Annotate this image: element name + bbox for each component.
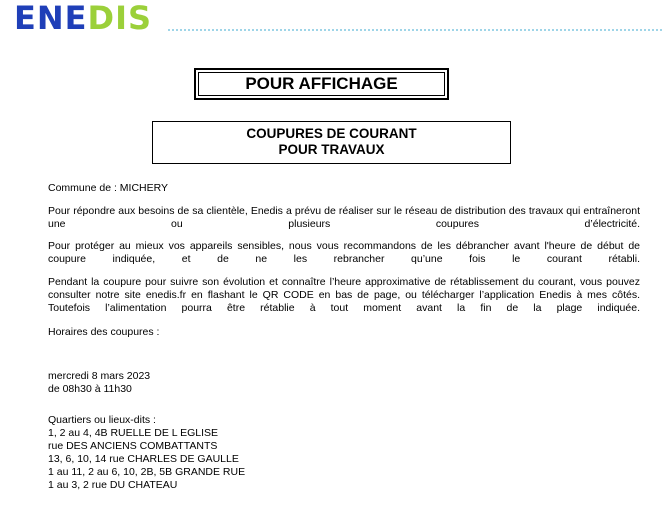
location-item: rue DES ANCIENS COMBATTANTS: [48, 440, 218, 452]
location-item: 1 au 3, 2 rue DU CHATEAU: [48, 479, 178, 491]
location-item: 13, 6, 10, 14 rue CHARLES DE GAULLE: [48, 453, 239, 465]
horaires-label: Horaires des coupures :: [48, 326, 160, 338]
location-item: 1, 2 au 4, 4B RUELLE DE L EGLISE: [48, 427, 219, 439]
subtitle-line-2: POUR TRAVAUX: [278, 142, 385, 157]
schedule-date: mercredi 8 mars 2023: [48, 370, 151, 382]
header-rule: [168, 29, 662, 31]
page-title: POUR AFFICHAGE: [245, 74, 398, 93]
logo-part-2: DIS: [87, 0, 153, 37]
subtitle-line-1: COUPURES DE COURANT: [246, 126, 417, 141]
paragraph-2: Pour protéger au mieux vos appareils sensibles, nous vous recommandons de les débrancher avant l'heure de début de coupure indiquée, et de ne les rebrancher qu’une fois le courant rétabli.: [48, 240, 640, 265]
subtitle-box: [152, 121, 511, 164]
schedule-block: [48, 370, 640, 396]
title-box: [194, 68, 449, 100]
schedule-time: de 08h30 à 11h30: [48, 383, 132, 395]
enedis-logo: [14, 0, 153, 37]
locations-block: [48, 414, 640, 492]
logo-part-1: ENE: [14, 0, 88, 37]
locations-label: Quartiers ou lieux-dits :: [48, 414, 156, 426]
paragraph-1: Pour répondre aux besoins de sa clientèle, Enedis a prévu de réaliser sur le réseau de distribution des travaux qui entraîneront une ou plusieurs coupures d’électricité.: [48, 205, 640, 230]
paragraph-3: Pendant la coupure pour suivre son évolution et connaître l’heure approximative de rétablissement du courant, vous pouvez consulter notre site enedis.fr en flashant le QR CODE en bas de page, ou télécharger l’application Enedis à mes côtés. Toutefois l’alimentation pourra être rétablie à tout moment avant la fin de la plage indiquée.: [48, 276, 640, 314]
commune-text: Commune de : MICHERY: [48, 182, 169, 194]
location-item: 1 au 11, 2 au 6, 10, 2B, 5B GRANDE RUE: [48, 466, 246, 478]
